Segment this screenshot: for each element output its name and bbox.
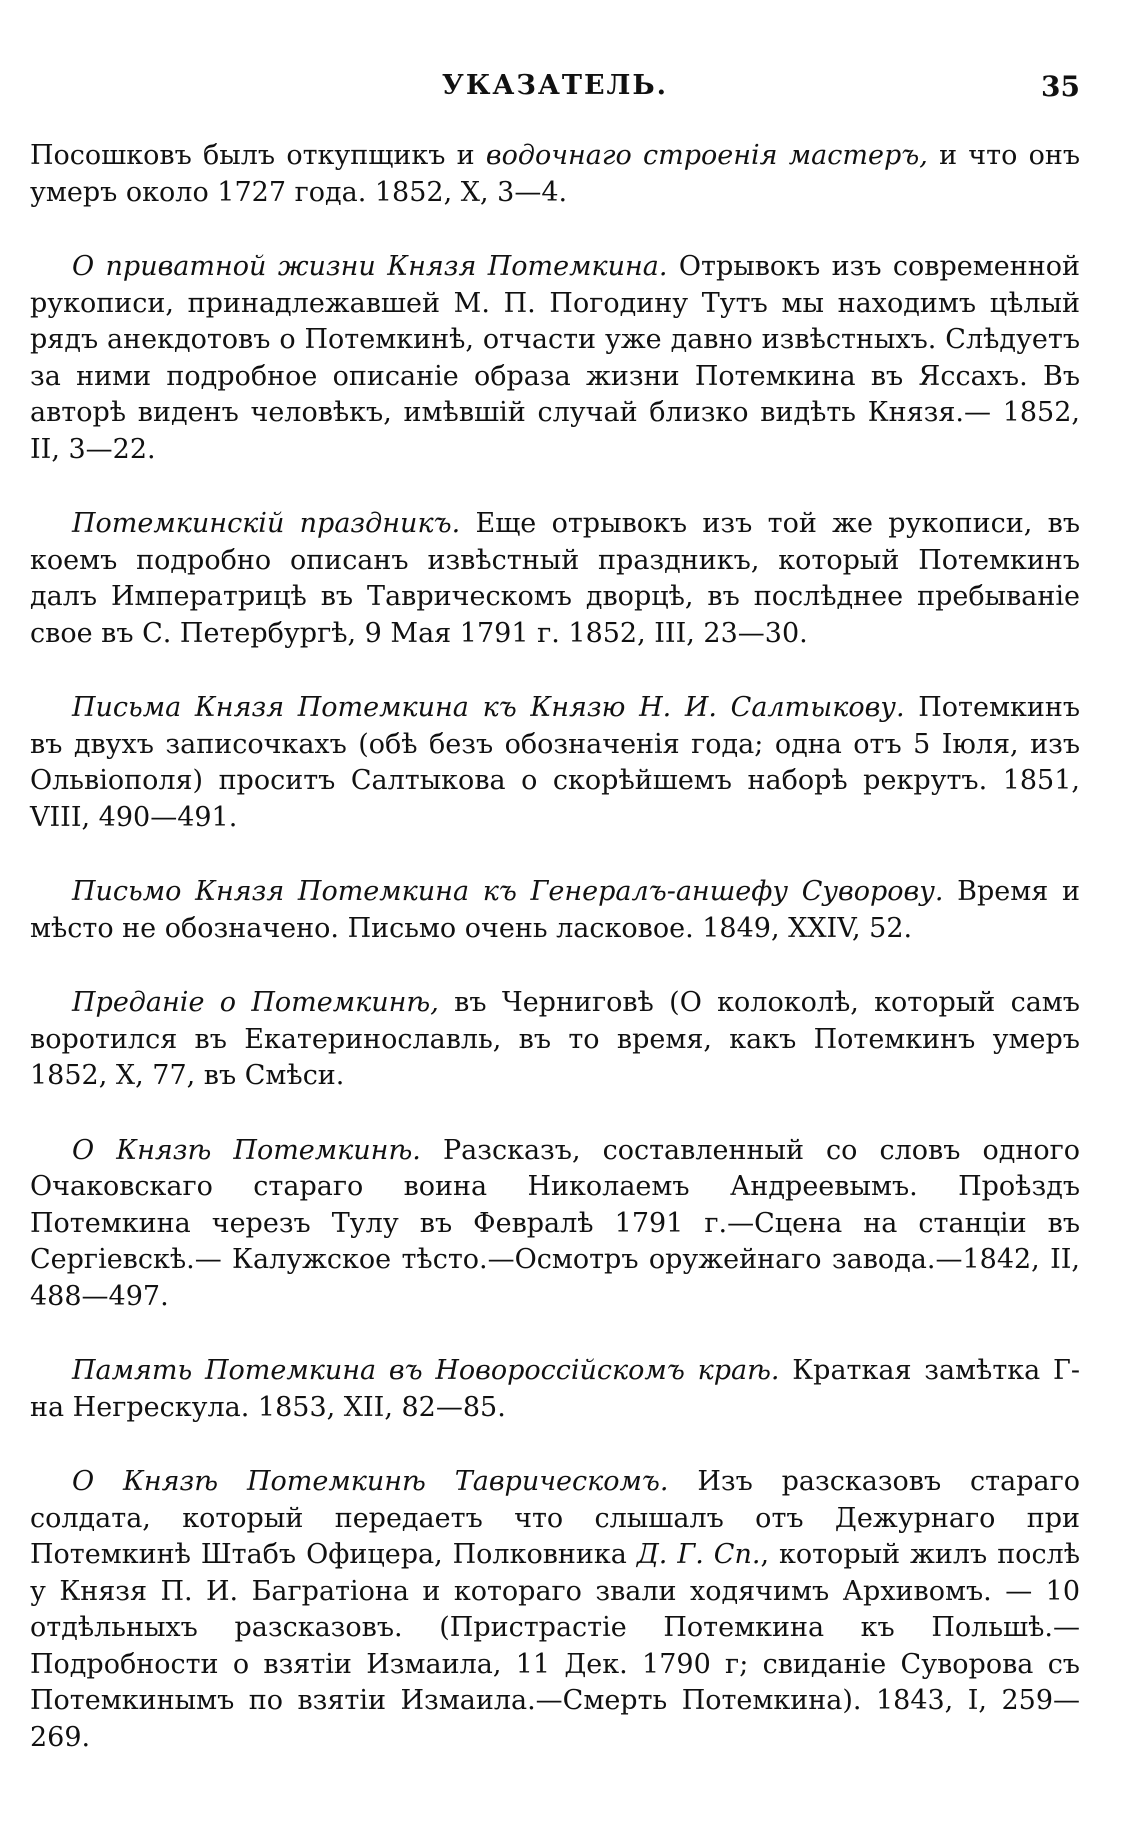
entry-inline-italic: Д. Г. Сп. xyxy=(636,1539,761,1570)
index-entry xyxy=(30,138,1080,211)
page-header xyxy=(30,70,1080,110)
entry-title: О приватной жизни Князя Потемкина. xyxy=(72,251,668,282)
index-entry xyxy=(30,874,1080,947)
index-entry xyxy=(30,506,1080,652)
entry-text: Разсказъ, составленный со словъ одного Очаковскаго стараго воина Николаемъ Андреевымъ. Проѣздъ Потемкина черезъ Тулу въ Февралѣ 1791 г.—Сцена на станціи въ Сергіевскѣ.— Калужское тѣсто.—Осмотръ оружейнаго завода.—1842, II, 488—497. xyxy=(30,1134,1080,1312)
entry-text: Краткая замѣтка Г-на Негрескула. 1853, XII, 82—85. xyxy=(30,1355,1081,1423)
entry-text: и что онъ умеръ около 1727 года. 1852, X, 3—4. xyxy=(30,140,1080,208)
entry-text: въ Черниговѣ (О колоколѣ, который самъ воротился въ Екатеринославль, въ то время, какъ Потемкинъ умеръ 1852, X, 77, въ Смѣси. xyxy=(30,987,1080,1091)
page-body xyxy=(30,138,1080,1794)
entry-text: Потемкинъ въ двухъ записочкахъ (обѣ безъ обозначенія года; одна отъ 5 Іюля, изъ Ольвіополя) проситъ Салтыкова о скорѣйшемъ наборѣ рекрутъ. 1851, VIII, 490—491. xyxy=(30,692,1080,833)
entry-title: Преданіе о Потемкинѣ, xyxy=(72,987,439,1018)
running-title: УКАЗАТЕЛЬ. xyxy=(441,70,669,101)
entry-title: Потемкинскій праздникъ. xyxy=(72,508,461,539)
entry-text: Изъ разсказовъ стараго солдата, который передаетъ что слышалъ отъ Дежурнаго при Потемкинѣ Штабъ Офицера, Полковника xyxy=(30,1466,1080,1570)
entry-text: , который жилъ послѣ у Князя П. И. Багратіона и котораго звали ходячимъ Архивомъ. — 10 отдѣльныхъ разсказовъ. (Пристрастіе Потемкина къ Польшѣ.—Подробности о взятіи Измаила, 11 Дек. 1790 г; свиданіе Суворова съ Потемкинымъ по взятіи Измаила.—Смерть Потемкина). 1843, I, 259—269. xyxy=(30,1539,1080,1753)
index-entry xyxy=(30,690,1080,836)
entry-title: Письмо Князя Потемкина къ Генералъ-аншефу Суворову. xyxy=(72,876,944,907)
page-number: 35 xyxy=(1041,70,1080,103)
entry-text: Время и мѣсто не обозначено. Письмо очень ласковое. 1849, XXIV, 52. xyxy=(30,876,1080,944)
entry-title: О Князѣ Потемкинѣ Таврическомъ. xyxy=(72,1466,669,1497)
entry-text: Еще отрывокъ изъ той же рукописи, въ коемъ подробно описанъ извѣстный праздникъ, который Потемкинъ далъ Императрицѣ въ Таврическомъ дворцѣ, въ послѣднее пребываніе свое въ С. Петербургѣ, 9 Мая 1791 г. 1852, III, 23—30. xyxy=(30,508,1080,649)
entry-text: Отрывокъ изъ современной рукописи, принадлежавшей М. П. Погодину Тутъ мы находимъ цѣлый рядъ анекдотовъ о Потемкинѣ, отчасти уже давно извѣстныхъ. Слѣдуетъ за ними подробное описаніе образа жизни Потемкина въ Яссахъ. Въ авторѣ виденъ человѣкъ, имѣвшій случай близко видѣть Князя.— 1852, II, 3—22. xyxy=(30,251,1080,465)
entry-text: Посошковъ былъ откупщикъ и xyxy=(30,140,486,171)
entry-title: водочнаго строенія мастеръ, xyxy=(485,140,928,171)
entry-title: О Князѣ Потемкинѣ. xyxy=(72,1134,421,1166)
entry-title: Память Потемкина въ Новороссійскомъ краѣ. xyxy=(72,1355,780,1386)
index-entry xyxy=(30,1133,1080,1316)
index-entry xyxy=(30,1353,1080,1426)
index-entry xyxy=(30,985,1080,1095)
index-entry xyxy=(30,1464,1080,1756)
index-entry xyxy=(30,249,1080,468)
entry-title: Письма Князя Потемкина къ Князю Н. И. Салтыкову. xyxy=(72,692,905,723)
